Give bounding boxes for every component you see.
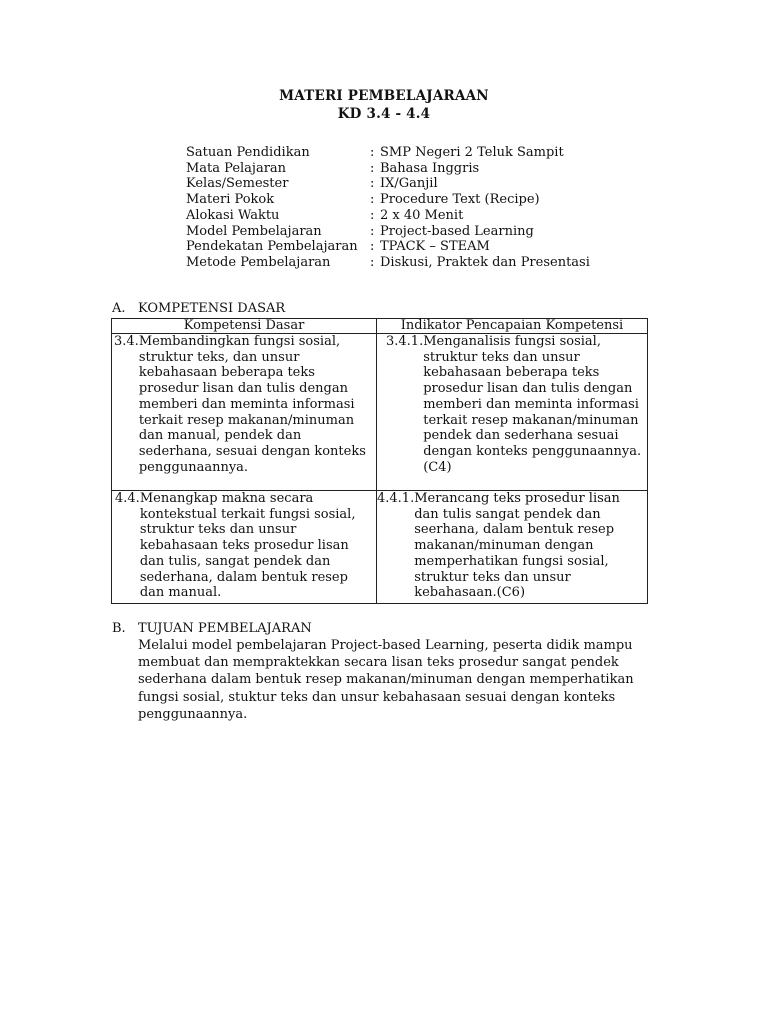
identity-block xyxy=(186,145,590,271)
column-header: Kompetensi Dasar xyxy=(112,319,377,334)
identity-value: Procedure Text (Recipe) xyxy=(380,192,540,208)
identity-separator: : xyxy=(370,160,375,176)
ipk-number: 4.4.1. xyxy=(377,491,415,506)
ipk-text: Menganalisis fungsi sosial, struktur teks dan unsur kebahasaan beberapa teks prosedur lisan dan tulis dengan memberi dan meminta informasi terkait resep makanan/minuman pendek dan sederhana sesuai dengan konteks penggunaannya. (C4) xyxy=(423,334,642,475)
section-letter: B. xyxy=(112,621,126,636)
ipk-number: 3.4.1. xyxy=(386,334,424,349)
identity-row xyxy=(186,176,590,192)
ipk-text: Merancang teks prosedur lisan dan tulis sangat pendek dan seerhana, dalam bentuk resep makanan/minuman dengan memperhatikan fungsi sosial, struktur teks dan unsur kebahasaan.(C6) xyxy=(414,491,620,601)
identity-value: Bahasa Inggris xyxy=(380,160,480,176)
identity-separator: : xyxy=(370,239,375,255)
identity-label: Satuan Pendidikan xyxy=(186,145,310,160)
kd-number: 3.4. xyxy=(114,334,139,349)
table-row xyxy=(112,334,648,491)
identity-separator: : xyxy=(370,207,375,223)
identity-value: Diskusi, Praktek dan Presentasi xyxy=(380,254,590,270)
kd-cell xyxy=(112,491,377,604)
identity-separator: : xyxy=(370,192,375,208)
identity-row xyxy=(186,208,590,224)
identity-separator: : xyxy=(370,176,375,192)
document-title: MATERI PEMBELAJARAAN xyxy=(279,88,489,104)
kd-text: Menangkap makna secara kontekstual terkait fungsi sosial, struktur teks dan unsur kebahasaan teks prosedur lisan dan tulis, sangat pendek dan sederhana, dalam bentuk resep dan manual. xyxy=(139,491,356,601)
column-header: Indikator Pencapaian Kompetensi xyxy=(377,319,648,334)
kd-cell xyxy=(112,334,377,491)
competency-table xyxy=(111,318,648,604)
section-letter: A. xyxy=(112,301,126,316)
identity-value: IX/Ganjil xyxy=(380,176,438,192)
identity-separator: : xyxy=(370,254,375,270)
kd-number: 4.4. xyxy=(115,491,140,506)
identity-row xyxy=(186,255,590,271)
identity-label: Model Pembelajaran xyxy=(186,223,322,239)
identity-row xyxy=(186,239,590,255)
section-b-heading xyxy=(112,621,312,636)
identity-label: Alokasi Waktu xyxy=(186,207,280,223)
identity-value: TPACK – STEAM xyxy=(380,239,490,255)
identity-label: Materi Pokok xyxy=(186,192,275,208)
identity-row xyxy=(186,224,590,240)
identity-value: Project-based Learning xyxy=(380,223,534,239)
identity-label: Kelas/Semester xyxy=(186,176,289,192)
identity-row xyxy=(186,192,590,208)
section-title: KOMPETENSI DASAR xyxy=(138,301,286,316)
ipk-cell xyxy=(377,491,648,604)
table-row xyxy=(112,491,648,604)
ipk-cell xyxy=(377,334,648,491)
identity-value: SMP Negeri 2 Teluk Sampit xyxy=(380,145,564,160)
identity-label: Metode Pembelajaran xyxy=(186,254,331,270)
identity-separator: : xyxy=(370,223,375,239)
section-title: TUJUAN PEMBELAJARAN xyxy=(138,621,312,636)
objective-paragraph: Melalui model pembelajaran Project-based Learning, peserta didik mampu membuat dan mempraktekkan secara lisan teks prosedur sangat pendek sederhana dalam bentuk resep makanan/minuman dengan memperhatikan fungsi sosial, stuktur teks dan unsur kebahasaan sesuai dengan konteks penggunaannya. xyxy=(138,638,634,722)
identity-label: Mata Pelajaran xyxy=(186,160,287,176)
identity-row xyxy=(186,161,590,177)
identity-row xyxy=(186,145,590,161)
identity-label: Pendekatan Pembelajaran xyxy=(186,239,358,255)
table-header-row xyxy=(112,319,648,334)
section-a-heading xyxy=(112,301,285,316)
kd-text: Membandingkan fungsi sosial, struktur teks, dan unsur kebahasaan beberapa teks prosedur lisan dan tulis dengan memberi dan meminta informasi terkait resep makanan/minuman dan manual, pendek dan sederhana, sesuai dengan konteks penggunaannya. xyxy=(138,334,366,475)
identity-value: 2 x 40 Menit xyxy=(380,207,464,223)
identity-separator: : xyxy=(370,145,375,160)
document-subtitle: KD 3.4 - 4.4 xyxy=(337,106,431,122)
